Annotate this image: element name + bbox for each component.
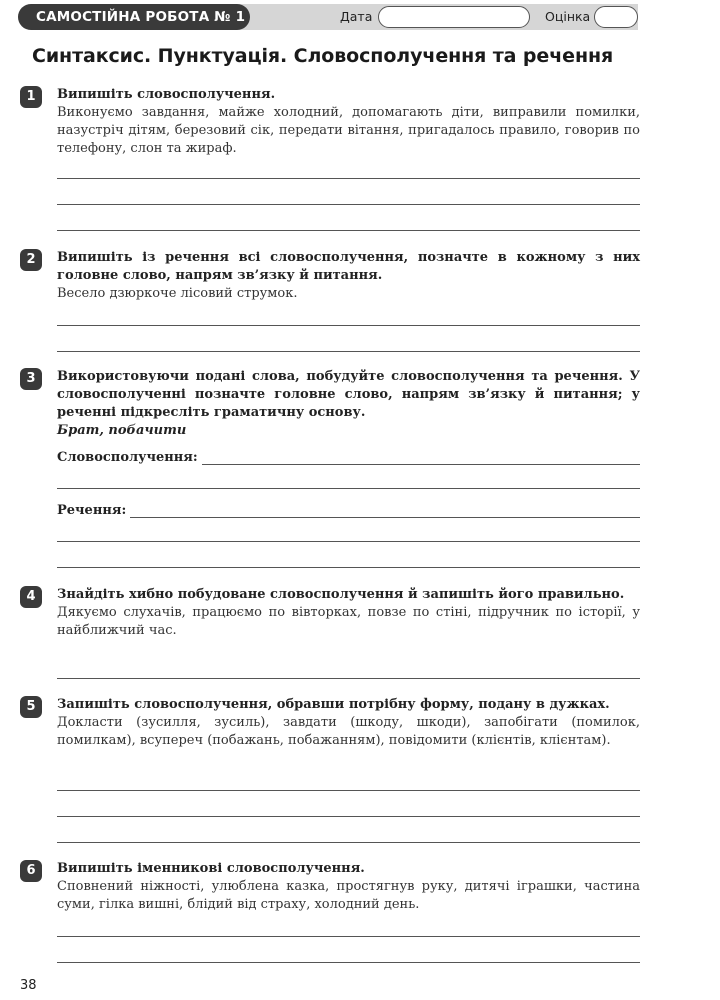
answer-line[interactable] <box>57 678 640 679</box>
date-field[interactable] <box>378 6 530 28</box>
task-number-1: 1 <box>20 86 42 108</box>
page-title: Синтаксис. Пунктуація. Словосполучення та речення <box>32 45 614 67</box>
answer-line[interactable] <box>57 541 640 542</box>
answer-line[interactable] <box>57 567 640 568</box>
task-6 <box>57 860 640 914</box>
task-6-instruction: Випишіть іменникові словосполучення. <box>57 861 365 876</box>
answer-line[interactable] <box>57 842 640 843</box>
task-2 <box>57 249 640 303</box>
task-3 <box>57 368 640 440</box>
task-number-3: 3 <box>20 368 42 390</box>
work-label: САМОСТІЙНА РОБОТА № 1 <box>18 4 250 30</box>
phrase-answer-line[interactable] <box>202 452 640 465</box>
task-1-text: Виконуємо завдання, майже холодний, допомагають діти, виправили помилки, назустріч дітям, березовий сік, передати вітання, пригадалось правило, говорив по телефону, слон та жираф. <box>57 105 640 156</box>
answer-line[interactable] <box>57 816 640 817</box>
answer-line[interactable] <box>57 488 640 489</box>
grade-label: Оцінка <box>545 9 591 24</box>
task-1-instruction: Випишіть словосполучення. <box>57 87 276 102</box>
sentence-answer-line[interactable] <box>130 505 640 518</box>
task-2-text: Весело дзюркоче лісовий струмок. <box>57 286 298 301</box>
task-1 <box>57 86 640 158</box>
answer-line[interactable] <box>57 936 640 937</box>
answer-line[interactable] <box>57 204 640 205</box>
task-number-5: 5 <box>20 696 42 718</box>
task-5-instruction: Запишіть словосполучення, обравши потрібну форму, подану в дужках. <box>57 697 610 712</box>
phrase-answer-row <box>57 450 640 465</box>
task-5 <box>57 696 640 750</box>
task-number-2: 2 <box>20 249 42 271</box>
answer-line[interactable] <box>57 178 640 179</box>
sentence-label: Речення: <box>57 503 127 518</box>
page-number: 38 <box>20 978 37 993</box>
sentence-answer-row <box>57 503 640 518</box>
task-4-text: Дякуємо слухачів, працюємо по вівторках, повзе по стіні, підручник по історії, у найближчий час. <box>57 605 640 638</box>
task-number-6: 6 <box>20 860 42 882</box>
task-5-text: Докласти (зусилля, зусиль), завдати (шкоду, шкоди), запобігати (помилок, помилкам), всупереч (побажань, побажанням), повідомити (клієнтів, клієнтам). <box>57 715 640 748</box>
answer-line[interactable] <box>57 351 640 352</box>
task-3-instruction: Використовуючи подані слова, побудуйте словосполучення та речення. У словосполученні позначте головне слово, напрям зв’язку й питання; у реченні підкресліть граматичну основу. <box>57 369 640 420</box>
grade-field[interactable] <box>594 6 638 28</box>
task-3-words: Брат, побачити <box>57 423 187 438</box>
task-4 <box>57 586 640 640</box>
task-6-text: Сповнений ніжності, улюблена казка, простягнув руку, дитячі іграшки, частина суми, гілка вишні, блідий від страху, холодний день. <box>57 879 640 912</box>
date-label: Дата <box>340 9 373 24</box>
task-2-instruction: Випишіть із речення всі словосполучення, позначте в кожному з них головне слово, напрям зв’язку й питання. <box>57 250 640 283</box>
phrase-label: Словосполучення: <box>57 450 198 465</box>
answer-line[interactable] <box>57 790 640 791</box>
task-4-instruction: Знайдіть хибно побудоване словосполучення й запишіть його правильно. <box>57 587 625 602</box>
answer-line[interactable] <box>57 230 640 231</box>
answer-line[interactable] <box>57 325 640 326</box>
answer-line[interactable] <box>57 962 640 963</box>
task-number-4: 4 <box>20 586 42 608</box>
